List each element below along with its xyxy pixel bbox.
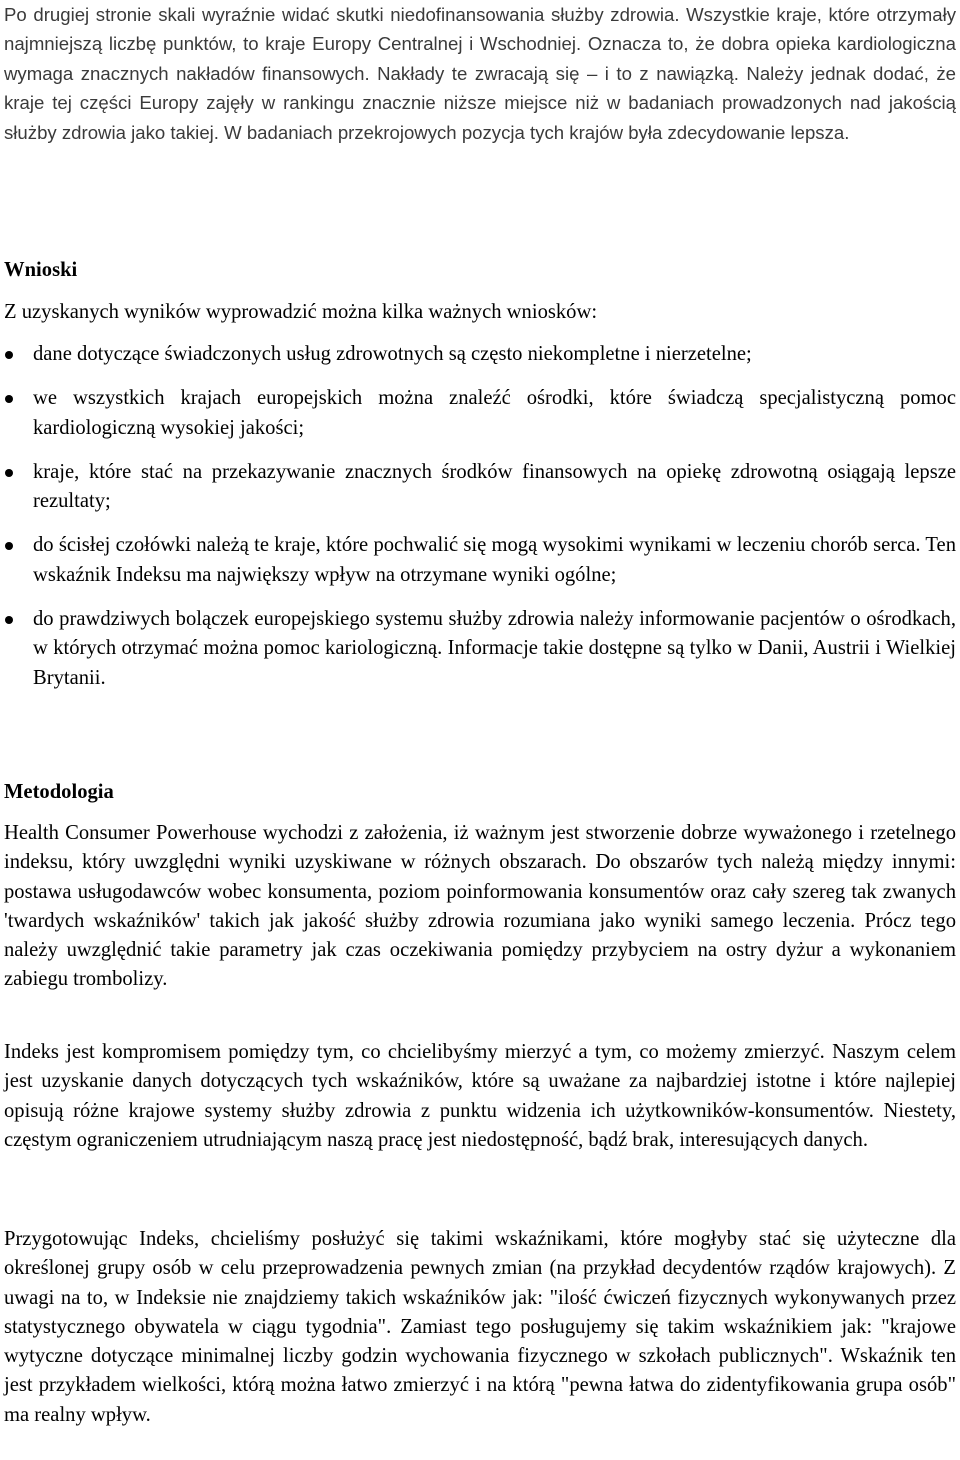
list-item-text: dane dotyczące świadczonych usług zdrowotnych są często niekompletne i nierzetelne; <box>33 343 752 365</box>
bullet-icon <box>5 351 13 359</box>
list-item <box>4 340 956 369</box>
bullet-icon <box>5 395 13 403</box>
list-item-text: kraje, które stać na przekazywanie znacznych środków finansowych na opiekę zdrowotną osiągają lepsze rezultaty; <box>33 460 956 513</box>
conclusions-list <box>4 340 956 693</box>
list-item-text: do ścisłej czołówki należą te kraje, które pochwalić się mogą wysokimi wynikami w leczeniu chorób serca. Ten wskaźnik Indeksu ma największy wpływ na otrzymane wyniki ogólne; <box>33 534 956 586</box>
list-item <box>4 384 956 443</box>
metodologia-paragraph: Indeks jest kompromisem pomiędzy tym, co chcielibyśmy mierzyć a tym, co możemy zmierzyć. Naszym celem jest uzyskanie danych dotyczących tych wskaźników, które są uważane za najbardziej istotne i które najlepiej opisują różne krajowe systemy służby zdrowia z punktu widzenia ich użytkowników-konsumentów. Niestety, częstym ograniczeniem utrudniającym naszą pracę jest niedostępność, bądź brak, interesujących danych. <box>4 1041 956 1151</box>
wnioski-intro: Z uzyskanych wyników wyprowadzić można kilka ważnych wniosków: <box>4 301 598 323</box>
bullet-icon <box>5 469 13 477</box>
bullet-icon <box>5 542 13 550</box>
metodologia-paragraph: Health Consumer Powerhouse wychodzi z założenia, iż ważnym jest stworzenie dobrze wyważonego i rzetelnego indeksu, który uwzględni wyniki uzyskiwane w różnych obszarach. Do obszarów tych należą między innymi: postawa usługodawców wobec konsumenta, poziom poinformowania konsumentów oraz cały szereg tak zwanych 'twardych wskaźników' takich jak jakość służby zdrowia rozumiana jako wyniki samego leczenia. Prócz tego należy uwzględnić takie parametry jak czas oczekiwania pomiędzy przybyciem na ostry dyżur a wykonaniem zabiegu trombolizy. <box>4 822 956 991</box>
list-item <box>4 605 956 693</box>
list-item <box>4 531 956 590</box>
list-item <box>4 458 956 517</box>
list-item-text: do prawdziwych bolączek europejskiego systemu służby zdrowia należy informowanie pacjentów o ośrodkach, w których otrzymać można pomoc kariologiczną. Informacje takie dostępne są tylko w Danii, Austrii i Wielkiej Brytanii. <box>33 608 956 689</box>
intro-paragraph: Po drugiej stronie skali wyraźnie widać skutki niedofinansowania służby zdrowia. Wszystkie kraje, które otrzymały najmniejszą liczbę punktów, to kraje Europy Centralnej i Wschodniej. Oznacza to, że dobra opieka kardiologiczna wymaga znacznych nakładów finansowych. Nakłady te zwracają się – i to z nawiązką. Należy jednak dodać, że kraje tej części Europy zajęły w rankingu znacznie niższe miejsce niż w badaniach prowadzonych nad jakością służby zdrowia jako takiej. W badaniach przekrojowych pozycja tych krajów była zdecydowanie lepsza. <box>4 4 956 143</box>
list-item-text: we wszystkich krajach europejskich można znaleźć ośrodki, które świadczą specjalistyczną pomoc kardiologiczną wysokiej jakości; <box>33 387 956 439</box>
section-heading-metodologia: Metodologia <box>4 781 114 803</box>
metodologia-paragraph: Przygotowując Indeks, chcieliśmy posłużyć się takimi wskaźnikami, które mogłyby stać się użyteczne dla określonej grupy osób w celu przeprowadzenia pewnych zmian (na przykład decydentów rządów krajowych). Z uwagi na to, w Indeksie nie znajdziemy takich wskaźników jak: "ilość ćwiczeń fizycznych wykonywanych przez statystycznego obywatela w ciągu tygodnia". Zamiast tego posługujemy się takim wskaźnikiem jak: "krajowe wytyczne dotyczące minimalnej liczby godzin wychowania fizycznego w szkołach publicznych". Wskaźnik ten jest przykładem wielkości, którą można łatwo zmierzyć i na którą "pewna łatwa do zidentyfikowania grupa osób" ma realny wpływ. <box>4 1228 956 1426</box>
bullet-icon <box>5 616 13 624</box>
section-heading-wnioski: Wnioski <box>4 259 78 281</box>
